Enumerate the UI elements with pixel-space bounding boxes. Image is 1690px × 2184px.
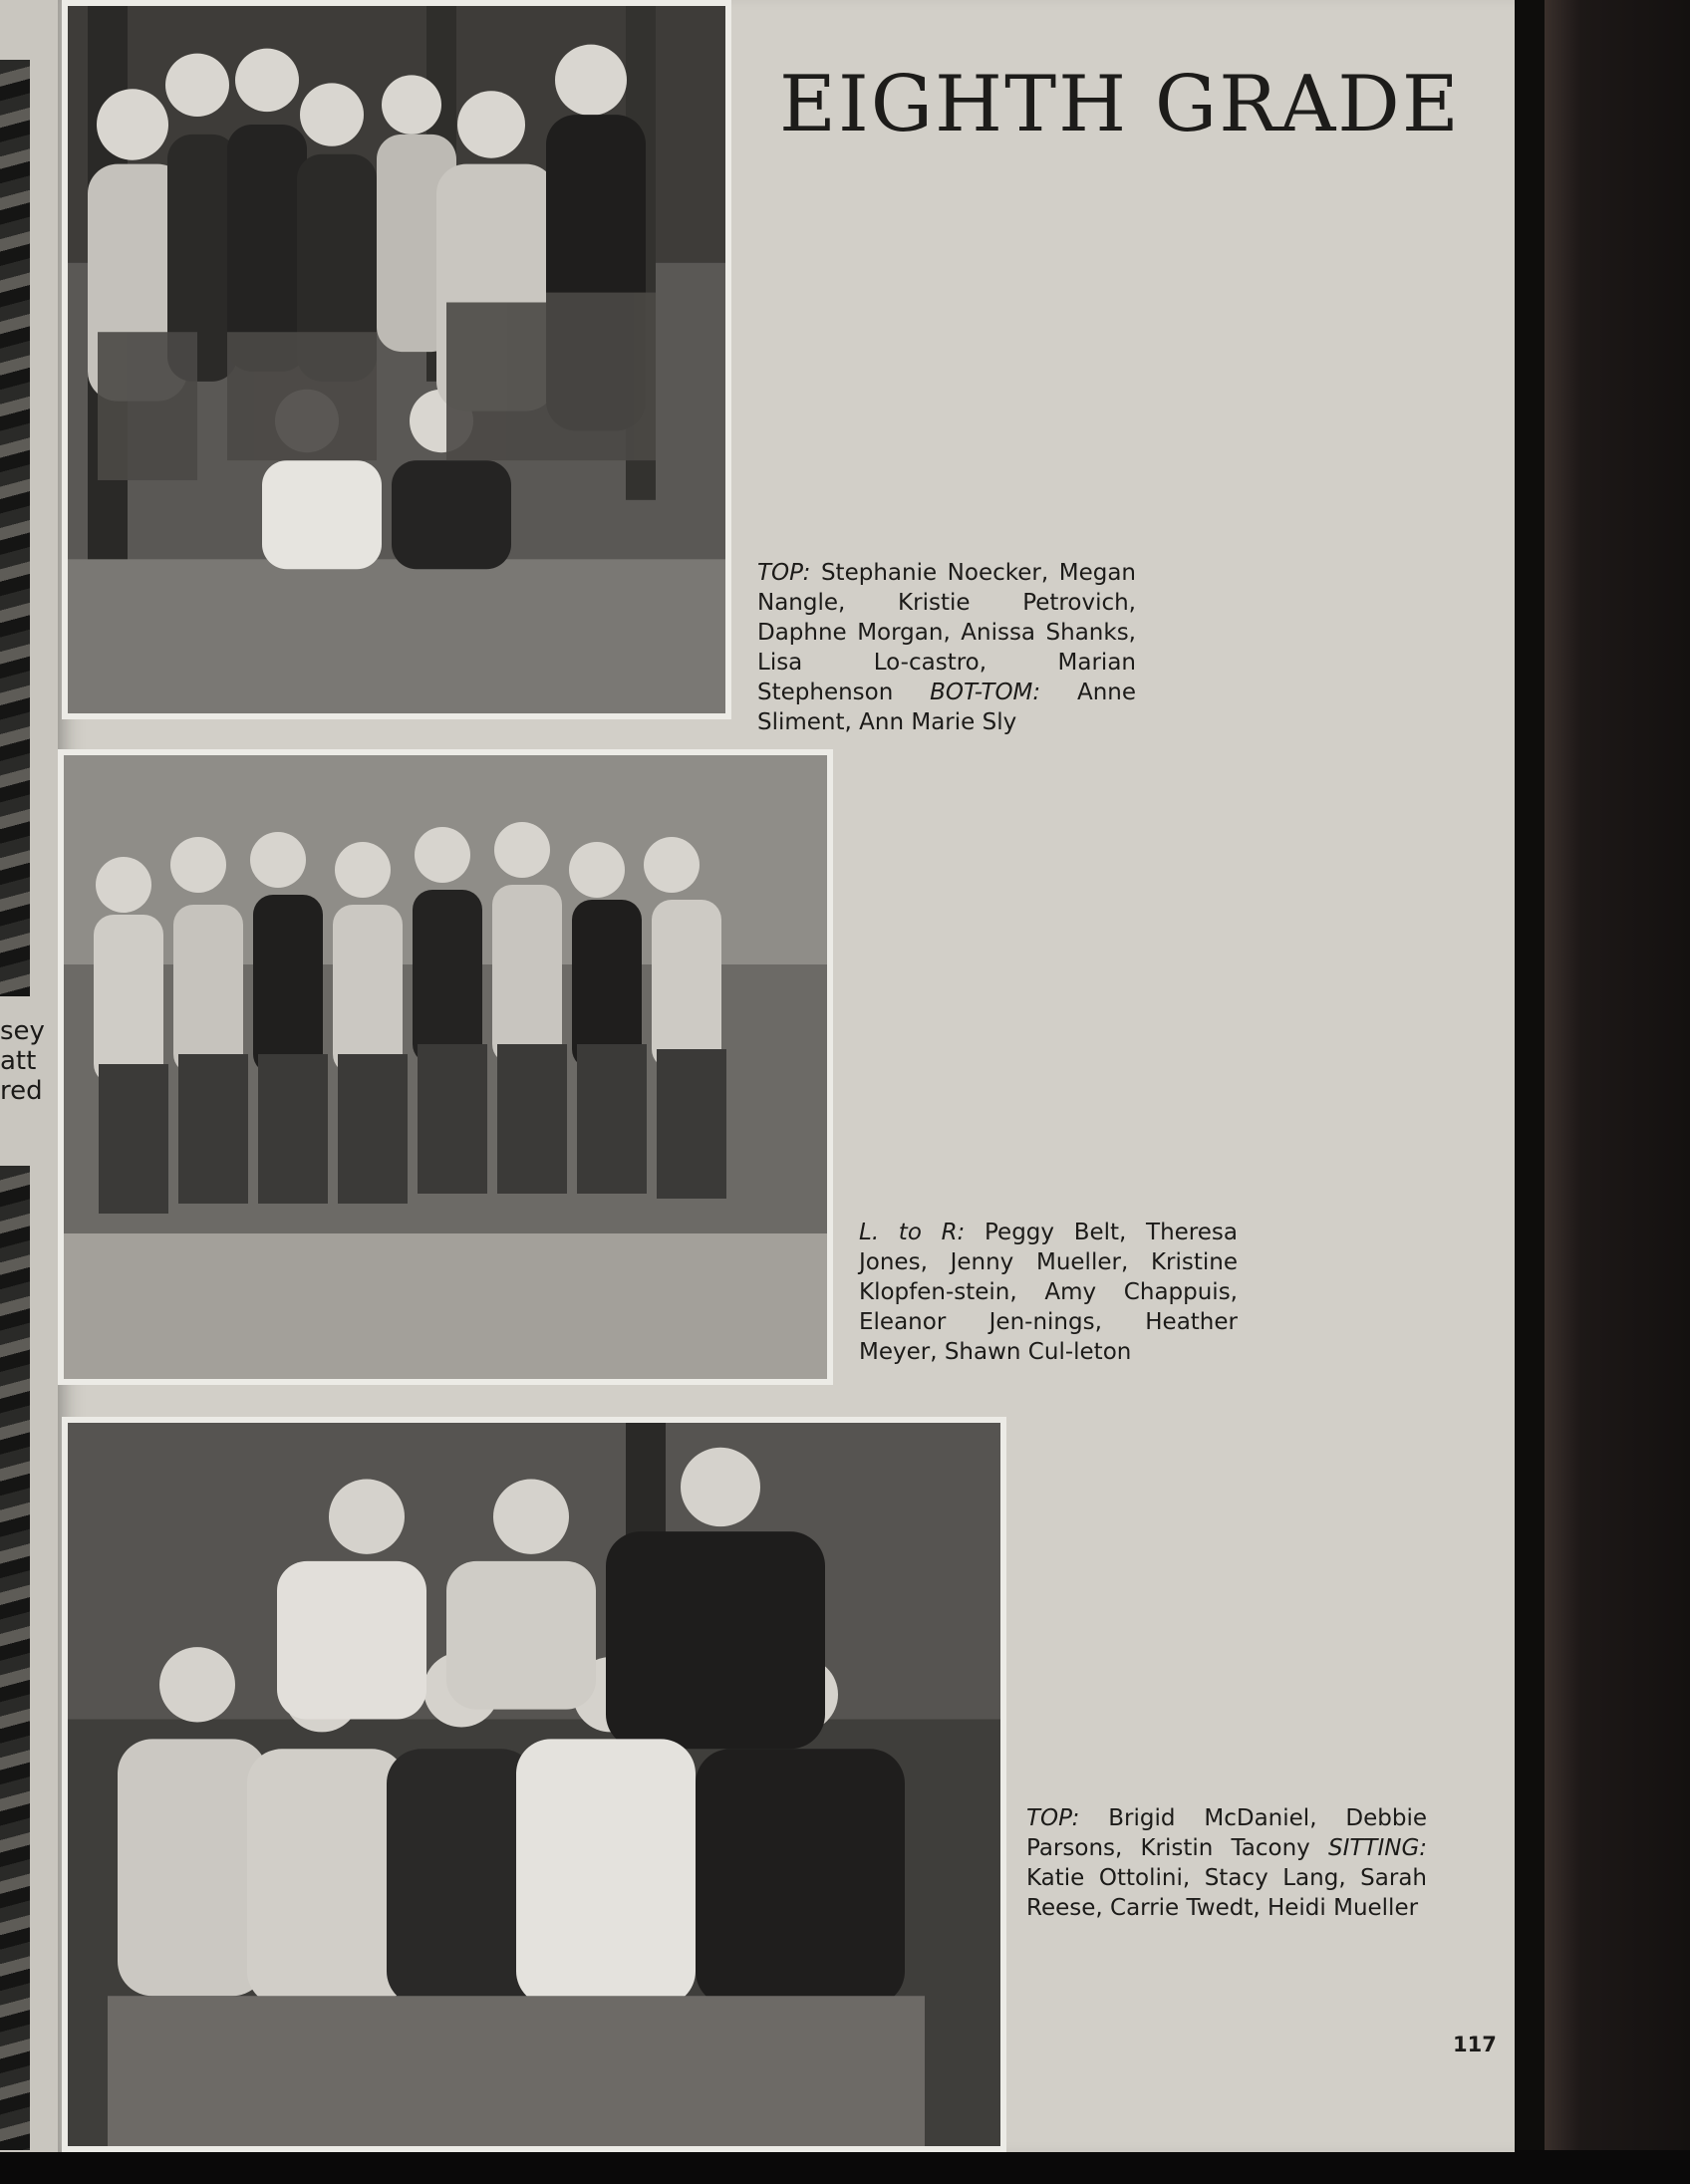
caption-label: TOP: (1026, 1805, 1080, 1831)
binding-edge (1545, 0, 1690, 2152)
caption-label: L. to R: (859, 1220, 966, 1245)
previous-page-text (0, 1016, 45, 1108)
page-number: 117 (1453, 2033, 1497, 2056)
caption-label: BOT-TOM: (930, 680, 1041, 705)
previous-page-fragment: red (0, 1076, 43, 1106)
previous-page-edge (0, 0, 60, 2152)
group-photo-image (68, 1423, 1000, 2146)
bottom-photo-caption (1026, 1803, 1427, 1923)
previous-page-fragment: att (0, 1046, 37, 1076)
caption-names: Brigid McDaniel, Debbie Parsons, Kristin Tacony (1026, 1805, 1427, 1861)
group-photo-image (64, 755, 827, 1379)
middle-group-photo (58, 749, 833, 1385)
caption-names: Anne Sliment, Ann Marie Sly (757, 680, 1137, 735)
previous-page-fragment: sey (0, 1016, 45, 1046)
bottom-group-photo (62, 1417, 1006, 2152)
group-photo-image (68, 6, 725, 713)
previous-page-photo (0, 60, 30, 996)
top-group-photo (62, 0, 731, 719)
middle-photo-caption (859, 1218, 1238, 1367)
caption-names: Peggy Belt, Theresa Jones, Jenny Mueller, Kristine Klopfen-stein, Amy Chappuis, Eleanor Jen-nings, Heather Meyer, Shawn Cul-leton (859, 1220, 1238, 1365)
previous-page-photo (0, 1166, 30, 2150)
yearbook-page (58, 0, 1515, 2152)
caption-names: Stephanie Noecker, Megan Nangle, Kristie Petrovich, Daphne Morgan, Anissa Shanks, Lisa Lo-castro, Marian Stephenson (757, 560, 1136, 705)
page-title: EIGHTH GRADE (779, 60, 1461, 149)
caption-label: TOP: (757, 560, 811, 586)
caption-label: SITTING: (1327, 1835, 1428, 1861)
caption-names: Katie Ottolini, Stacy Lang, Sarah Reese, Carrie Twedt, Heidi Mueller (1026, 1865, 1427, 1921)
top-photo-caption (757, 558, 1136, 737)
scan-margin (0, 2150, 1690, 2184)
